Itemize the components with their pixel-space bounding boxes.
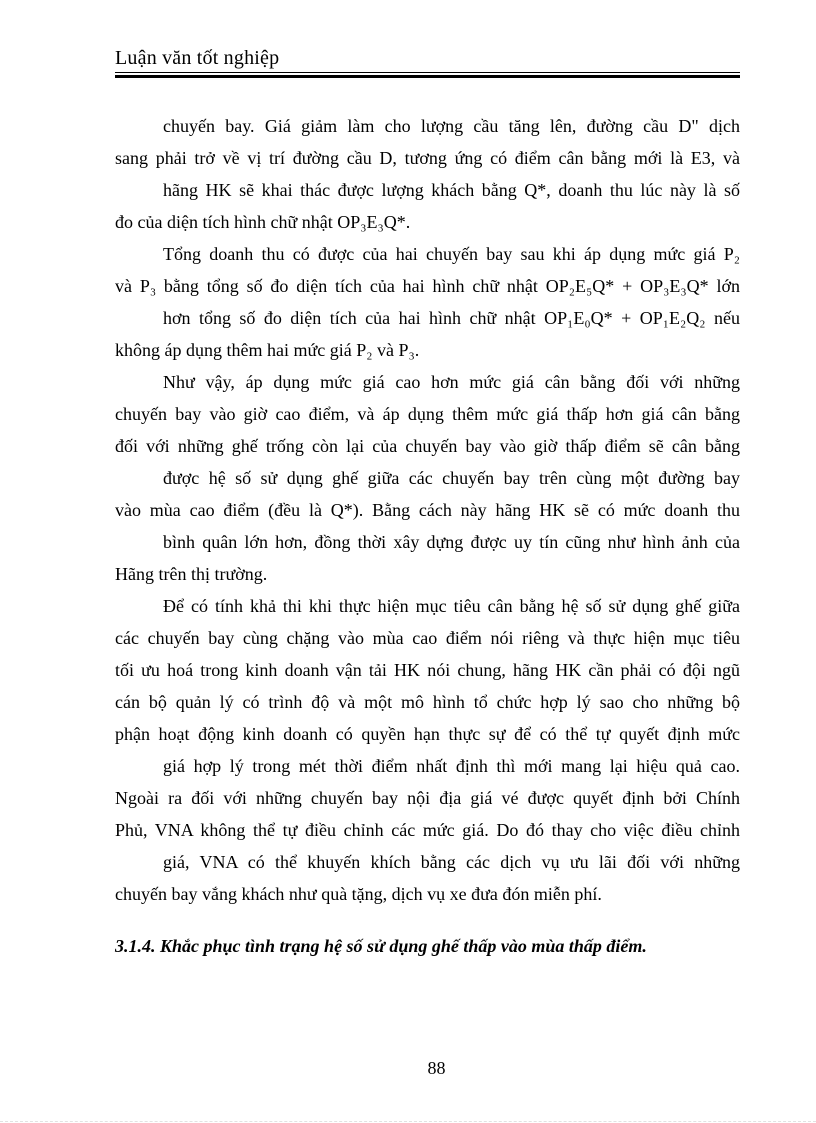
text-line: giá, VNA có thể khuyến khích bằng các dịch vụ ưu lãi đối với những xyxy=(163,852,740,872)
text-line: hãng HK sẽ khai thác được lượng khách bằng Q*, doanh thu lúc này là số xyxy=(163,180,740,200)
text-line: được hệ số sử dụng ghế giữa các chuyến bay trên cùng một đường bay xyxy=(163,468,740,488)
text-line: giá hợp lý trong mét thời điểm nhất định thì mới mang lại hiệu quả cao. xyxy=(163,756,740,776)
text-line: chuyến bay vào giờ cao điểm, và áp dụng thêm mức giá thấp hơn giá cân bằng xyxy=(115,404,740,424)
section-heading: 3.1.4. Khắc phục tình trạng hệ số sử dụng ghế thấp vào mùa thấp điểm. xyxy=(115,936,647,956)
header-rule-thin xyxy=(115,72,740,73)
text-line: hơn tổng số đo diện tích của hai hình chữ nhật OP₁E₀Q* + OP₁E₂Q₂ nếu xyxy=(163,308,740,328)
text-line: Phủ, VNA không thể tự điều chỉnh các mức giá. Do đó thay cho việc điều chỉnh xyxy=(115,820,740,840)
text-line: đối với những ghế trống còn lại của chuyến bay vào giờ thấp điểm sẽ cân bằng xyxy=(115,436,740,456)
text-line: chuyến bay vắng khách như quà tặng, dịch vụ xe đưa đón miễn phí. xyxy=(115,884,602,904)
text-line: phận hoạt động kinh doanh có quyền hạn thực sự để có thể tự quyết định mức xyxy=(115,724,740,744)
text-line: Như vậy, áp dụng mức giá cao hơn mức giá cân bằng đối với những xyxy=(163,372,740,392)
text-line: cán bộ quản lý có trình độ và một mô hình tổ chức hợp lý sao cho những bộ xyxy=(115,692,740,712)
text-line: bình quân lớn hơn, đồng thời xây dựng được uy tín cũng như hình ảnh của xyxy=(163,532,740,552)
text-line: Để có tính khả thi khi thực hiện mục tiêu cân bằng hệ số sử dụng ghế giữa xyxy=(163,596,740,616)
text-line: Hãng trên thị trường. xyxy=(115,564,268,584)
text-line: vào mùa cao điểm (đều là Q*). Bằng cách này hãng HK sẽ có mức doanh thu xyxy=(115,500,740,520)
text-line: tối ưu hoá trong kinh doanh vận tải HK nói chung, hãng HK cần phải có đội ngũ xyxy=(115,660,740,680)
text-line: sang phải trở về vị trí đường cầu D, tương ứng có điểm cân bằng mới là E3, và xyxy=(115,148,740,168)
running-header: Luận văn tốt nghiệp xyxy=(115,47,280,69)
text-line: đo của diện tích hình chữ nhật OP₃E₃Q*. xyxy=(115,212,411,232)
text-line: Tổng doanh thu có được của hai chuyến bay sau khi áp dụng mức giá P₂ xyxy=(163,244,740,264)
page-number: 88 xyxy=(427,1058,446,1078)
page-bottom-edge xyxy=(0,1121,816,1122)
text-line: các chuyến bay cùng chặng vào mùa cao điểm nói riêng và thực hiện mục tiêu xyxy=(115,628,740,648)
header-rule-thick xyxy=(115,75,740,78)
text-line: không áp dụng thêm hai mức giá P₂ và P₃. xyxy=(115,340,420,360)
text-line: và P₃ bằng tổng số đo diện tích của hai hình chữ nhật OP₂E₅Q* + OP₃E₃Q* lớn xyxy=(115,276,740,296)
text-line: chuyến bay. Giá giảm làm cho lượng cầu tăng lên, đường cầu D" dịch xyxy=(163,116,740,136)
text-line: Ngoài ra đối với những chuyến bay nội địa giá vé được quyết định bởi Chính xyxy=(115,788,740,808)
